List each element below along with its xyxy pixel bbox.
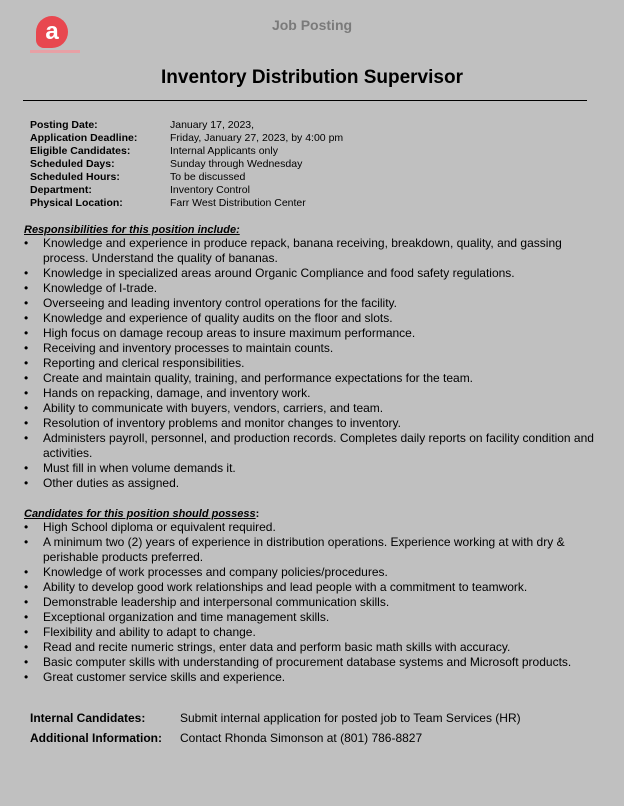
list-item: • Other duties as assigned.	[24, 476, 594, 491]
list-item: • Great customer service skills and experience.	[24, 670, 594, 685]
list-item: • High School diploma or equivalent required.	[24, 520, 594, 535]
candidates-heading: Candidates for this position should possess:	[24, 508, 260, 520]
list-item: • Ability to develop good work relationships and lead people with a commitment to teamwork.	[24, 580, 594, 595]
list-item: • Knowledge and experience of quality audits on the floor and slots.	[24, 311, 594, 326]
detail-key: Scheduled Days:	[30, 158, 115, 170]
detail-value: January 17, 2023,	[170, 119, 255, 131]
candidates-list	[24, 520, 594, 685]
list-item: • Demonstrable leadership and interpersonal communication skills.	[24, 595, 594, 610]
list-item: • Must fill in when volume demands it.	[24, 461, 594, 476]
list-item: • Flexibility and ability to adapt to change.	[24, 625, 594, 640]
page-title: Inventory Distribution Supervisor	[161, 67, 463, 88]
list-item: • Read and recite numeric strings, enter data and perform basic math skills with accuracy.	[24, 640, 594, 655]
list-item: • Resolution of inventory problems and monitor changes to inventory.	[24, 416, 594, 431]
detail-key: Posting Date:	[30, 119, 98, 131]
detail-value: Friday, January 27, 2023, by 4:00 pm	[170, 132, 344, 144]
header-label: Job Posting	[271, 17, 353, 33]
list-item: • Exceptional organization and time management skills.	[24, 610, 594, 625]
detail-row	[30, 132, 343, 145]
list-item: • Knowledge in specialized areas around Organic Compliance and food safety regulations.	[24, 266, 594, 281]
list-item: • Receiving and inventory processes to maintain counts.	[24, 341, 594, 356]
detail-key: Physical Location:	[30, 197, 123, 209]
contact-row	[30, 731, 521, 751]
detail-row	[30, 158, 343, 171]
detail-row	[30, 171, 343, 184]
detail-key: Eligible Candidates:	[30, 145, 131, 157]
detail-value: Farr West Distribution Center	[170, 197, 306, 209]
responsibilities-list	[24, 236, 594, 491]
contact-key: Additional Information:	[30, 731, 162, 745]
list-item: • Knowledge of I-trade.	[24, 281, 594, 296]
contact-row	[30, 711, 521, 731]
detail-value: Sunday through Wednesday	[170, 158, 303, 170]
list-item: • A minimum two (2) years of experience in distribution operations. Experience working at with dry & perishable products preferred.	[24, 535, 594, 565]
list-item: • High focus on damage recoup areas to insure maximum performance.	[24, 326, 594, 341]
detail-row	[30, 197, 343, 210]
detail-value: Internal Applicants only	[170, 145, 278, 157]
detail-key: Scheduled Hours:	[30, 171, 120, 183]
list-item: • Knowledge and experience in produce repack, banana receiving, breakdown, quality, and gassing process. Understand the quality of bananas.	[24, 236, 594, 266]
detail-row	[30, 119, 343, 132]
list-item: • Basic computer skills with understanding of procurement database systems and Microsoft products.	[24, 655, 594, 670]
logo-tagline	[30, 50, 80, 53]
list-item: • Hands on repacking, damage, and inventory work.	[24, 386, 594, 401]
detail-value: Inventory Control	[170, 184, 250, 196]
responsibilities-heading: Responsibilities for this position include:	[24, 224, 240, 236]
list-item: • Administers payroll, personnel, and production records. Completes daily reports on facility condition and activities.	[24, 431, 594, 461]
logo-letter: a	[45, 18, 59, 45]
detail-value: To be discussed	[170, 171, 246, 183]
detail-row	[30, 145, 343, 158]
contact-info	[30, 711, 521, 751]
contact-key: Internal Candidates:	[30, 711, 146, 725]
list-item: • Create and maintain quality, training, and performance expectations for the team.	[24, 371, 594, 386]
contact-value: Submit internal application for posted job to Team Services (HR)	[180, 711, 521, 725]
list-item: • Reporting and clerical responsibilities.	[24, 356, 594, 371]
detail-key: Department:	[30, 184, 92, 196]
title-divider	[23, 100, 587, 101]
list-item: • Knowledge of work processes and company policies/procedures.	[24, 565, 594, 580]
posting-details	[30, 119, 343, 210]
detail-row	[30, 184, 343, 197]
list-item: • Ability to communicate with buyers, vendors, carriers, and team.	[24, 401, 594, 416]
detail-key: Application Deadline:	[30, 132, 138, 144]
list-item: • Overseeing and leading inventory control operations for the facility.	[24, 296, 594, 311]
contact-value: Contact Rhonda Simonson at (801) 786-8827	[180, 731, 423, 745]
